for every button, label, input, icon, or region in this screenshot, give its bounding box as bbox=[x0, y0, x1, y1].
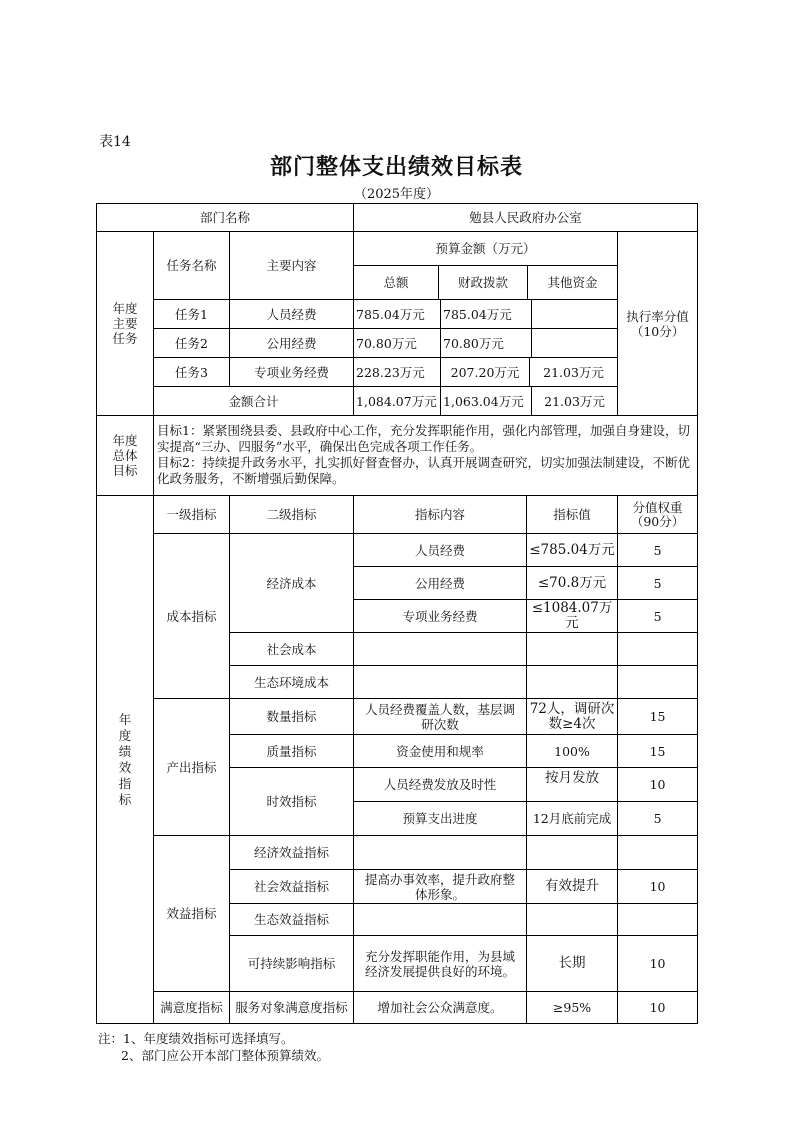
col-total: 总额 bbox=[354, 266, 439, 299]
sum-fiscal: 1,063.04万元 bbox=[441, 387, 532, 415]
task-name: 任务3 bbox=[154, 358, 230, 387]
performance-target-table bbox=[96, 203, 698, 1024]
task-fiscal: 785.04万元 bbox=[441, 300, 532, 328]
indicator-value: ≤1084.07万 元 bbox=[527, 600, 618, 633]
indicator-content: 人员经费覆盖人数，基层调 研次数 bbox=[354, 699, 527, 735]
year-label: （2025年度） bbox=[353, 187, 440, 202]
task-content: 公用经费 bbox=[230, 329, 354, 358]
task-other bbox=[532, 329, 617, 357]
indicator-value: 长期 bbox=[527, 936, 618, 992]
l1-benefit: 效益指标 bbox=[154, 836, 230, 992]
l2-social-benefit: 社会效益指标 bbox=[230, 870, 354, 904]
header-content: 指标内容 bbox=[354, 496, 527, 534]
task-name: 任务2 bbox=[154, 329, 230, 358]
col-task-name: 任务名称 bbox=[154, 232, 230, 300]
task-other: 21.03万元 bbox=[543, 364, 604, 380]
note-2: 2、部门应公开本部门整体预算绩效。 bbox=[121, 1048, 329, 1063]
l2-eco-benefit: 生态效益指标 bbox=[230, 904, 354, 936]
indicator-value: ≥95% bbox=[527, 992, 618, 1024]
l2-quality: 质量指标 bbox=[230, 735, 354, 768]
table-number: 表14 bbox=[99, 134, 131, 150]
budget-header: 预算金额（万元） bbox=[354, 232, 618, 266]
annual-goals-label: 年度 总体 目标 bbox=[97, 416, 154, 496]
header-l1: 一级指标 bbox=[154, 496, 230, 534]
l2-satisfaction: 服务对象满意度指标 bbox=[230, 992, 354, 1024]
indicator-content: 人员经费 bbox=[354, 534, 527, 567]
indicator-weight: 10 bbox=[618, 936, 698, 992]
annual-tasks-label: 年度 主要 任务 bbox=[97, 232, 154, 416]
task-content: 专项业务经费 bbox=[230, 358, 354, 387]
sum-total: 1,084.07万元 bbox=[354, 387, 441, 415]
l2-quantity: 数量指标 bbox=[230, 699, 354, 735]
indicator-content: 公用经费 bbox=[354, 567, 527, 600]
indicators-label: 年 度 绩 效 指 标 bbox=[97, 496, 154, 1024]
header-value: 指标值 bbox=[527, 496, 618, 534]
indicator-weight: 5 bbox=[618, 802, 698, 836]
indicator-weight: 5 bbox=[618, 600, 698, 633]
indicator-content: 专项业务经费 bbox=[354, 600, 527, 633]
task-other bbox=[532, 300, 617, 328]
task-content: 人员经费 bbox=[230, 300, 354, 329]
indicator-value: ≤70.8万元 bbox=[527, 567, 618, 600]
exec-rate-label: 执行率分值 （10分） bbox=[618, 232, 698, 416]
indicator-content: 资金使用和规率 bbox=[354, 735, 527, 768]
footnotes bbox=[98, 1030, 329, 1064]
page-title: 部门整体支出绩效目标表 bbox=[269, 155, 523, 180]
indicator-value: 按月发放 bbox=[527, 768, 618, 802]
indicator-content: 增加社会公众满意度。 bbox=[354, 992, 527, 1024]
indicator-content: 提高办事效率，提升政府整 体形象。 bbox=[354, 870, 527, 904]
task-total: 70.80万元 bbox=[354, 329, 441, 357]
indicator-weight: 10 bbox=[618, 870, 698, 904]
header-l2: 二级指标 bbox=[230, 496, 354, 534]
indicator-value: ≤785.04万元 bbox=[527, 534, 618, 567]
indicator-weight: 10 bbox=[618, 768, 698, 802]
task-total: 228.23万元 bbox=[354, 358, 441, 386]
l2-social-cost: 社会成本 bbox=[230, 633, 354, 666]
indicator-content: 预算支出进度 bbox=[354, 802, 527, 836]
sum-other: 21.03万元 bbox=[544, 393, 605, 409]
l2-econ-cost: 经济成本 bbox=[230, 534, 354, 633]
task-fiscal: 207.20万元 bbox=[441, 358, 530, 386]
l1-satisfaction: 满意度指标 bbox=[154, 992, 230, 1024]
l2-timeliness: 时效指标 bbox=[230, 768, 354, 836]
l1-cost: 成本指标 bbox=[154, 534, 230, 699]
task-total: 785.04万元 bbox=[354, 300, 441, 328]
indicator-content: 充分发挥职能作用，为县域 经济发展提供良好的环境。 bbox=[354, 936, 527, 992]
l1-output: 产出指标 bbox=[154, 699, 230, 836]
indicator-weight: 15 bbox=[618, 699, 698, 735]
header-weight: 分值权重 （90分） bbox=[618, 496, 698, 534]
l2-eco-cost: 生态环境成本 bbox=[230, 666, 354, 699]
indicator-weight: 5 bbox=[618, 567, 698, 600]
indicator-weight: 15 bbox=[618, 735, 698, 768]
indicator-weight: 5 bbox=[618, 534, 698, 567]
task-fiscal: 70.80万元 bbox=[441, 329, 532, 357]
indicator-value: 100% bbox=[527, 735, 618, 768]
indicator-value: 12月底前完成 bbox=[527, 802, 618, 836]
l2-sustainability: 可持续影响指标 bbox=[230, 936, 354, 992]
indicator-value: 有效提升 bbox=[527, 870, 618, 904]
indicator-weight: 10 bbox=[618, 992, 698, 1024]
dept-name-label: 部门名称 bbox=[97, 204, 354, 232]
indicator-value: 72人，调研次 数≥4次 bbox=[527, 699, 618, 735]
col-main-content: 主要内容 bbox=[230, 232, 354, 300]
col-fiscal: 财政拨款 bbox=[439, 266, 528, 299]
col-other: 其他资金 bbox=[547, 275, 598, 290]
task-name: 任务1 bbox=[154, 300, 230, 329]
l2-econ-benefit: 经济效益指标 bbox=[230, 836, 354, 870]
note-1: 注：1、年度绩效指标可选择填写。 bbox=[98, 1031, 294, 1046]
sum-label: 金额合计 bbox=[154, 387, 354, 416]
indicator-content: 人员经费发放及时性 bbox=[354, 768, 527, 802]
annual-goals-text: 目标1：紧紧围绕县委、县政府中心工作，充分发挥职能作用，强化内部管理，加强自身建设，切实提高“三办、四服务”水平，确保出色完成各项工作任务。 目标2：持续提升政务水平，扎实抓好督查督办，认真开展调查研究，切实加强法制建设，不断优化政务服务，不断增强后勤保障。 bbox=[154, 416, 698, 496]
dept-name-value: 勉县人民政府办公室 bbox=[354, 204, 698, 232]
